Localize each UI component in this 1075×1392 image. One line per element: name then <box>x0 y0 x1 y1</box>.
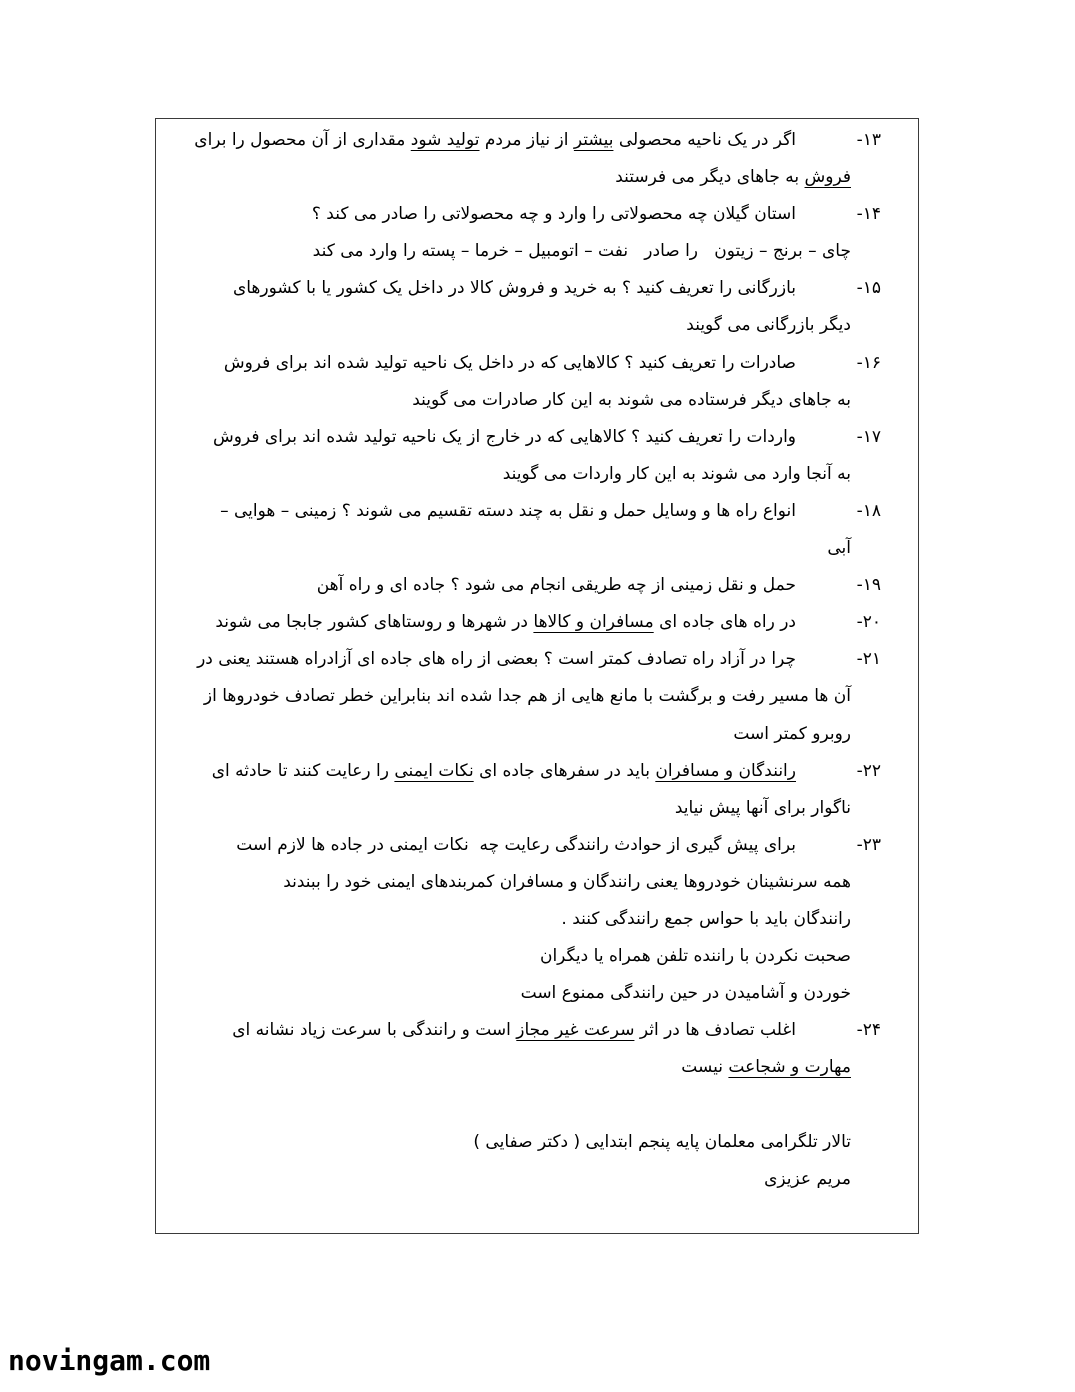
footer-line <box>156 1124 918 1161</box>
question-line <box>156 122 918 159</box>
question-text <box>283 864 851 901</box>
text-segment: چای – برنج – زیتون را صادر نفت – اتومبیل – خرما – پسته را وارد می کند <box>312 241 851 262</box>
question-item <box>156 567 918 604</box>
text-segment: مقداری از آن محصول را برای <box>194 130 411 150</box>
question-number: ۲۰- <box>856 612 881 633</box>
text-segment: انواع راه ها و وسایل حمل و نقل به چند دسته تقسیم می شوند ؟ زمینی – هوایی – <box>220 500 796 521</box>
question-line <box>156 567 918 604</box>
question-line <box>156 790 918 827</box>
question-line <box>156 975 918 1012</box>
text-segment: به آنجا وارد می شوند به این کار واردات می گویند <box>502 463 851 484</box>
question-text <box>312 196 796 233</box>
question-line <box>156 641 918 678</box>
text-segment: را رعایت کنند تا حادثه ای <box>211 760 395 781</box>
text-segment: اغلب تصادف ها در اثر <box>634 1020 796 1041</box>
text-segment: همه سرنشینان خودروها یعنی رانندگان و مسافران کمربندهای ایمنی خود را ببندند <box>283 871 851 892</box>
text-segment: در راه های جاده ای <box>653 612 796 633</box>
footer-line <box>156 1161 918 1198</box>
question-line <box>156 1049 918 1086</box>
question-line <box>156 827 918 864</box>
question-item <box>156 1012 918 1086</box>
question-text <box>675 790 851 827</box>
question-item <box>156 345 918 419</box>
question-number: ۲۲- <box>856 760 881 781</box>
question-text <box>220 493 796 530</box>
question-number: ۱۹- <box>856 575 881 596</box>
question-text <box>224 345 796 382</box>
question-text <box>521 975 851 1012</box>
text-segment: آن ها مسیر رفت و برگشت با مانع هایی از هم جدا شده اند بنابراین خطر تصادف خودروها از <box>203 686 851 707</box>
text-segment: خوردن و آشامیدن در حین رانندگی ممنوع است <box>520 983 851 1004</box>
question-line <box>156 196 918 233</box>
question-item <box>156 419 918 493</box>
underlined-phrase: مهارت و شجاعت <box>728 1057 851 1078</box>
site-watermark: novingam.com <box>8 1344 211 1377</box>
question-line <box>156 604 918 641</box>
text-segment: است و رانندگی با سرعت زیاد نشانه ای <box>232 1020 517 1041</box>
text-segment: باید در سفرهای جاده ای <box>473 760 656 781</box>
question-line <box>156 345 918 382</box>
question-number: ۱۵- <box>856 278 881 299</box>
underlined-phrase: مسافران و کالاها <box>533 612 654 633</box>
question-text <box>561 901 851 938</box>
question-line <box>156 419 918 456</box>
underlined-phrase: بیشتر <box>573 130 614 150</box>
question-text <box>412 382 851 419</box>
text-segment: دیگر بازرگانی می گویند <box>686 315 851 336</box>
text-segment: برای پیش گیری از حوادث رانندگی رعایت چه نکات ایمنی در جاده ها لازم است <box>236 834 796 855</box>
text-segment: به جاهای دیگر می فرستند <box>615 167 805 188</box>
question-line <box>156 456 918 493</box>
question-line <box>156 938 918 975</box>
question-number: ۲۱- <box>856 649 881 670</box>
question-number: ۱۸- <box>856 500 881 521</box>
underlined-phrase: رانندگان و مسافران <box>655 760 796 781</box>
question-line <box>156 678 918 715</box>
underlined-phrase: نکات ایمنی <box>394 760 474 781</box>
channel-credit: تالار تلگرامی معلمان پایه پنجم ابتدایی ( دکتر صفایی ) <box>473 1131 851 1152</box>
text-segment: نیست <box>681 1057 729 1078</box>
text-segment: استان گیلان چه محصولاتی را وارد و چه محصولاتی را صادر می کند ؟ <box>311 204 796 225</box>
question-text <box>686 307 851 344</box>
question-text <box>503 456 851 493</box>
question-line <box>156 270 918 307</box>
text-segment: ناگوار برای آنها پیش نیاید <box>674 797 851 818</box>
question-text <box>233 270 796 307</box>
question-number: ۱۶- <box>856 352 881 373</box>
text-segment: صادرات را تعریف کنید ؟ کالاهایی که در داخل یک ناحیه تولید شده اند برای فروش <box>223 352 796 373</box>
text-segment: روبرو کمتر است <box>733 723 851 744</box>
question-text <box>213 419 796 456</box>
question-item <box>156 122 918 196</box>
text-segment: صحبت نکردن با راننده تلفن همراه یا دیگران <box>539 946 851 967</box>
blank-line <box>156 1086 918 1123</box>
question-text <box>197 641 796 678</box>
question-line <box>156 753 918 790</box>
question-line <box>156 159 918 196</box>
question-number: ۱۷- <box>856 426 881 447</box>
text-segment: چرا در آزاد راه تصادف کمتر است ؟ بعضی از راه های جاده ای آزادراه هستند یعنی در <box>197 649 796 670</box>
question-line <box>156 716 918 753</box>
underlined-phrase: سرعت غیر مجاز <box>516 1020 635 1041</box>
author-name: مریم عزیزی <box>764 1168 851 1189</box>
question-text <box>827 530 851 567</box>
question-number: ۱۳- <box>856 130 881 150</box>
underlined-phrase: تولید شود <box>410 130 480 150</box>
question-item <box>156 604 918 641</box>
question-text <box>317 567 796 604</box>
text-segment: آبی <box>827 538 851 559</box>
question-text <box>204 678 851 715</box>
text-segment: در شهرها و روستاهای کشور جابجا می شوند <box>215 612 534 633</box>
text-segment: رانندگان باید با حواس جمع رانندگی کنند . <box>561 908 851 929</box>
document-frame <box>155 118 919 1234</box>
text-segment: از نیاز مردم <box>479 130 574 150</box>
text-segment: بازرگانی را تعریف کنید ؟ به خرید و فروش کالا در داخل یک کشور یا با کشورهای <box>232 278 796 299</box>
question-text <box>313 233 851 270</box>
question-text <box>681 1049 851 1086</box>
question-line <box>156 307 918 344</box>
question-item <box>156 641 918 752</box>
question-line <box>156 233 918 270</box>
question-text <box>212 753 796 790</box>
text-segment: حمل و نقل زمینی از چه طریقی انجام می شود ؟ جاده ای و راه آهن <box>316 575 796 596</box>
question-line <box>156 901 918 938</box>
question-number: ۲۳- <box>856 834 881 855</box>
question-text <box>236 827 796 864</box>
question-item <box>156 493 918 567</box>
question-item <box>156 196 918 270</box>
question-number: ۱۴- <box>856 204 881 225</box>
question-line <box>156 864 918 901</box>
question-line <box>156 382 918 419</box>
question-number: ۲۴- <box>856 1020 881 1041</box>
question-text <box>232 1012 796 1049</box>
question-text <box>615 159 851 196</box>
text-segment: اگر در یک ناحیه محصولی <box>613 130 796 150</box>
question-text <box>194 122 796 159</box>
text-segment: به جاهای دیگر فرستاده می شوند به این کار صادرات می گویند <box>412 389 851 410</box>
question-line <box>156 530 918 567</box>
text-segment: واردات را تعریف کنید ؟ کالاهایی که در خارج از یک ناحیه تولید شده اند برای فروش <box>213 426 796 447</box>
question-text <box>733 716 851 753</box>
question-text <box>540 938 851 975</box>
underlined-phrase: فروش <box>804 167 851 188</box>
question-list <box>156 122 918 1198</box>
question-item <box>156 827 918 1012</box>
question-line <box>156 493 918 530</box>
question-item <box>156 270 918 344</box>
question-item <box>156 753 918 827</box>
question-line <box>156 1012 918 1049</box>
question-text <box>215 604 796 641</box>
